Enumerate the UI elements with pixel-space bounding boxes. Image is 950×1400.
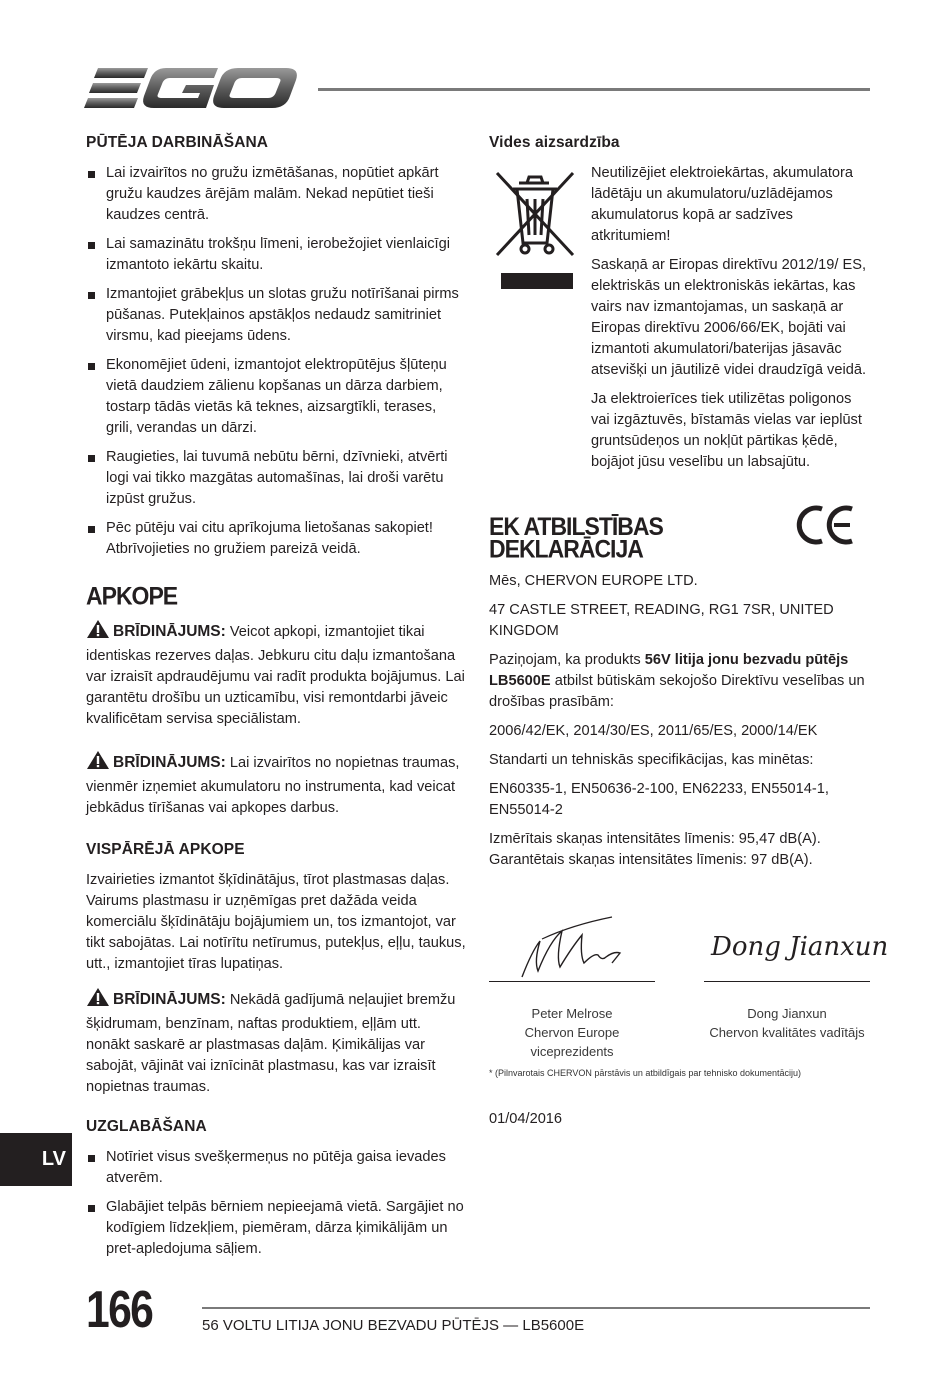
list-item: Izmantojiet grābekļus un slotas gružu notīrīšanai pirms pūšanas. Putekļainos apstākļos nedaudz samitriniet virsmu, kad pieejams ūdens. xyxy=(86,284,466,347)
environment-paragraph: Ja elektroierīces tiek utilizētas poligonos vai izgāztuvēs, bīstamās vielas var ieplūst gruntsūdeņos un nokļūt pārtikas ķēdē, bojājot jūsu veselību un labsajūtu. xyxy=(591,391,862,470)
sound-measured: Izmērītais skaņas intensitātes līmenis: 95,47 dB(A). xyxy=(489,831,821,847)
sound-levels xyxy=(489,829,870,871)
directives: 2006/42/EK, 2014/30/ES, 2011/65/ES, 2000/14/EK xyxy=(489,723,818,739)
right-column xyxy=(489,132,889,1138)
weee-bin-icon xyxy=(489,163,591,481)
list-item: Notīriet visus svešķermeņus no pūtēja gaisa ievades atverēm. xyxy=(86,1147,466,1189)
svg-text:Dong Jianxun: Dong Jianxun xyxy=(711,932,889,962)
declaration-header xyxy=(489,503,870,571)
language-tab xyxy=(0,1133,72,1186)
list-item: Glabājiet telpās bērniem nepieejamā vietā. Sargājiet no kodīgiem līdzekļiem, piemēram, dārza ķimikālijām un pret-apledojuma sāļiem. xyxy=(86,1197,466,1260)
company-address: 47 CASTLE STREET, READING, RG1 7SR, UNITED KINGDOM xyxy=(489,602,834,639)
warning-2 xyxy=(86,750,466,819)
signer-name: Peter Melrose xyxy=(531,1006,613,1021)
signer-name: Dong Jianxun xyxy=(747,1006,827,1021)
footnote: * (Pilnvarotais CHERVON pārstāvis un atbildīgais par tehnisko dokumentāciju) xyxy=(489,1068,801,1078)
list-item: Raugieties, lai tuvumā nebūtu bērni, dzīvnieki, atvērti logi vai tikko mazgātas automašīnas, lai droši varētu izpūst gružus. xyxy=(86,447,466,510)
declaration-text xyxy=(489,650,870,713)
page-number: 166 xyxy=(86,1281,153,1339)
warning-label: BRĪDINĀJUMS: xyxy=(113,623,226,640)
warning-icon xyxy=(86,619,110,646)
ego-logo xyxy=(86,64,298,114)
signature-peter-melrose xyxy=(502,911,642,981)
declaration-date: 01/04/2016 xyxy=(489,1111,563,1127)
environment-text xyxy=(591,163,870,481)
warning-label: BRĪDINĀJUMS: xyxy=(113,991,226,1008)
footer-rule xyxy=(202,1307,870,1309)
signature-line xyxy=(704,981,870,982)
standards-label: Standarti un tehniskās specifikācijas, kas minētas: xyxy=(489,752,814,768)
warning-1 xyxy=(86,619,466,730)
header-rule xyxy=(318,88,870,91)
storage-heading: UZGLABĀŠANA xyxy=(86,1118,207,1135)
general-maintenance-text: Izvairieties izmantot šķīdinātājus, tīrot plastmasas daļas. Vairums plastmasu ir uzņēmīgas pret dažāda veida komerciālu šķīdinātāju bojājumiem un, tos izmantojot, var tikt sabojātas. Lai notīrītu netīrumus, putekļus, eļļu, taukus, utt., izmantojiet tīras lupatiņas. xyxy=(86,872,466,972)
declaration-pre: Paziņojam, ka produkts xyxy=(489,652,645,668)
environment-paragraph: Saskaņā ar Eiropas direktīvu 2012/19/ ES, elektriskās un elektroniskās iekārtas, kas vairs nav izmantojamas, un saskaņā ar Eiropas direktīvu 2006/66/EK, bojāti vai izmantoti akumulatori/baterijas jāsavāc atsevišķi un jāutilizē videi draudzīgā veidā. xyxy=(591,257,867,378)
warning-icon xyxy=(86,987,110,1014)
language-tab-label: LV xyxy=(41,1148,66,1170)
warning-text: Lai izvairītos no nopietnas traumas, vienmēr izņemiet akumulatoru no instrumenta, kad veicat jebkādus tīrīšanas vai apkopes darbus. xyxy=(86,755,460,816)
list-item: Ekonomējiet ūdeni, izmantojot elektropūtējus šļūteņu vietā daudziem zālienu kopšanas un dārza darbiem, tostarp tādās vietās kā teknes, aizsargtīkli, terases, grili, verandas un dārzi. xyxy=(86,355,466,439)
warning-3 xyxy=(86,987,466,1098)
signature-block-1 xyxy=(489,911,655,1061)
declaration-heading: EK ATBILSTĪBAS DEKLARĀCIJA xyxy=(489,512,663,563)
standards-list: EN60335-1, EN50636-2-100, EN62233, EN55014-1, EN55014-2 xyxy=(489,781,829,818)
signature-dong-jianxun xyxy=(707,911,889,981)
warning-icon xyxy=(86,750,110,777)
environment-section xyxy=(489,163,870,481)
warning-text: Veicot apkopi, izmantojiet tikai identiskas rezerves daļas. Jebkuru citu daļu izmantošana var izraisīt apdraudējumu vai radīt produkta bojājumus. Lai garantētu drošību un uzticamību, visi remontdarbi jāveic kvalificētam servisa speciālistam. xyxy=(86,624,465,727)
sound-guaranteed: Garantētais skaņas intensitātes līmenis: 97 dB(A). xyxy=(489,852,813,868)
footer-title: 56 VOLTU LITIJA JONU BEZVADU PŪTĒJS — LB5600E xyxy=(202,1317,585,1334)
environment-heading: Vides aizsardzība xyxy=(489,134,620,151)
list-item: Lai izvairītos no gružu izmētāšanas, nopūtiet apkārt gružu kaudzes ārējām malām. Nekad nepūtiet tieši kaudzes centrā. xyxy=(86,163,466,226)
signatures xyxy=(489,911,889,1061)
ce-mark-icon xyxy=(798,503,856,554)
left-column xyxy=(86,132,466,1268)
environment-paragraph: Neutilizējiet elektroiekārtas, akumulatora lādētāju un akumulatoru/uzlādējamos akumulatorus kopā ar sadzīves atkritumiem! xyxy=(591,165,853,244)
blower-operation-list xyxy=(86,163,466,560)
warning-text: Nekādā gadījumā neļaujiet bremžu šķidrumam, benzīnam, naftas produktiem, eļļām utt. nonākt saskarē ar plastmasas daļām. Ķimikālijas var sabojāt, vājināt vai iznīcināt plastmasu, kas var izraisīt nopietnas traumas. xyxy=(86,992,456,1095)
general-maintenance-heading: VISPĀRĒJĀ APKOPE xyxy=(86,841,245,858)
signer-role: Chervon Europe viceprezidents xyxy=(524,1025,620,1059)
signer-role: Chervon kvalitātes vadītājs xyxy=(709,1025,865,1040)
product-name: 56V litija jonu bezvadu pūtējs LB5600E xyxy=(489,652,849,689)
signature-block-2 xyxy=(704,911,889,1061)
company-name: Mēs, CHERVON EUROPE LTD. xyxy=(489,573,698,589)
maintenance-heading: APKOPE xyxy=(86,581,178,610)
warning-label: BRĪDINĀJUMS: xyxy=(113,754,226,771)
list-item: Lai samazinātu trokšņu līmeni, ierobežojiet vienlaicīgi izmantoto iekārtu skaitu. xyxy=(86,234,466,276)
declaration-post: atbilst būtiskām sekojošo Direktīvu veselības un drošības prasībām: xyxy=(489,673,865,710)
signature-line xyxy=(489,981,655,982)
list-item: Pēc pūtēju vai citu aprīkojuma lietošanas sakopiet! Atbrīvojieties no gružiem pareizā veidā. xyxy=(86,518,466,560)
storage-list xyxy=(86,1147,466,1260)
blower-operation-heading: PŪTĒJA DARBINĀŠANA xyxy=(86,134,269,151)
